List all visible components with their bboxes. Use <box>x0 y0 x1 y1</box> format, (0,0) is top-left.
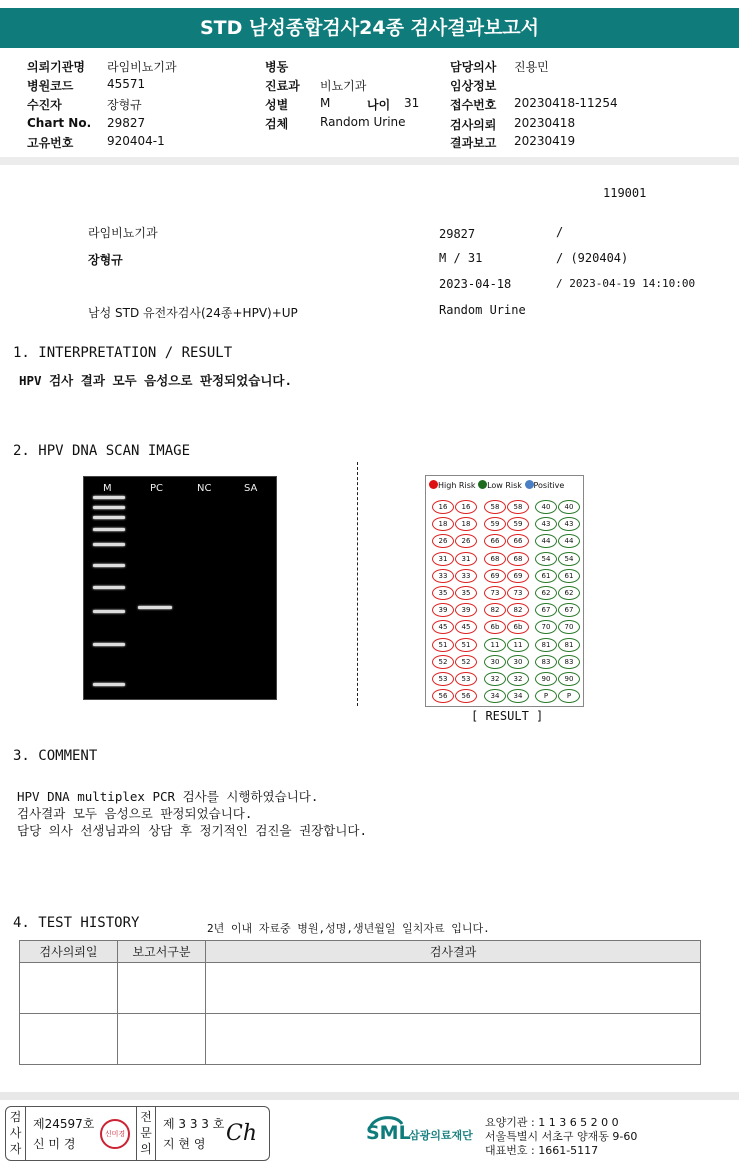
hpv-type-cell: 66 <box>507 534 529 548</box>
clinical-info-label: 임상정보 <box>450 79 497 93</box>
gel-lane-pc: PC <box>150 483 164 494</box>
summary-test-name: 남성 STD 유전자검사(24종+HPV)+UP <box>88 306 298 320</box>
positive-dot <box>525 480 534 489</box>
chart-no-label: Chart No. <box>27 116 92 130</box>
hpv-type-cell: 34 <box>507 689 529 703</box>
hpv-type-cell: 67 <box>558 603 580 617</box>
history-col-date: 검사의뢰일 <box>20 941 118 963</box>
hpv-type-cell: 73 <box>507 586 529 600</box>
ladder-band <box>93 516 125 519</box>
hpv-type-cell: 68 <box>484 552 506 566</box>
ladder-band <box>93 564 125 567</box>
report-date-label: 결과보고 <box>450 136 497 150</box>
confirmer-label: 전문의 <box>136 1107 156 1160</box>
org-address: 서울특별시 서초구 양재동 9-60 <box>485 1130 638 1143</box>
high-risk-dot <box>429 480 438 489</box>
legend-low: Low Risk <box>487 481 522 490</box>
hospital-code-label: 병원코드 <box>27 79 74 93</box>
hpv-type-cell: 56 <box>432 689 454 703</box>
hpv-type-cell: 54 <box>535 552 557 566</box>
hpv-type-cell: 30 <box>484 655 506 669</box>
patient-value: 장형규 <box>107 98 142 112</box>
hpv-type-cell: 59 <box>484 517 506 531</box>
hpv-type-cell: 11 <box>507 638 529 652</box>
doctor-label: 담당의사 <box>450 60 497 74</box>
hpv-type-cell: 45 <box>455 620 477 634</box>
low-risk-dot <box>478 480 487 489</box>
hpv-type-cell: 62 <box>535 586 557 600</box>
hpv-type-cell: 82 <box>484 603 506 617</box>
section2-heading: 2. HPV DNA SCAN IMAGE <box>13 443 191 459</box>
hpv-type-cell: 83 <box>558 655 580 669</box>
comment-line-3: 담당 의사 선생님과의 상담 후 정기적인 검진을 권장합니다. <box>17 823 368 838</box>
hpv-type-cell: 16 <box>432 500 454 514</box>
hpv-type-cell: 35 <box>455 586 477 600</box>
hpv-type-cell: 62 <box>558 586 580 600</box>
hpv-type-cell: 33 <box>432 569 454 583</box>
inspector-name: 신 미 경 <box>33 1137 76 1151</box>
dept-label: 진료과 <box>265 79 300 93</box>
summary-request-date: 2023-04-18 <box>439 277 512 291</box>
inspector-license: 제24597호 <box>33 1117 95 1131</box>
hpv-type-cell: 32 <box>484 672 506 686</box>
image-divider <box>357 462 358 706</box>
report-date-value: 20230419 <box>514 134 576 148</box>
report-title: STD 남성종합검사24종 검사결과보고서 <box>199 17 540 39</box>
ladder-band <box>93 610 125 613</box>
ladder-band <box>93 506 125 509</box>
ladder-band <box>93 528 125 531</box>
receipt-no-label: 접수번호 <box>450 98 497 112</box>
panel-legend <box>429 479 579 492</box>
summary-specimen: Random Urine <box>439 303 526 317</box>
hpv-type-cell: 73 <box>484 586 506 600</box>
receipt-no-value: 20230418-11254 <box>514 96 618 110</box>
hpv-type-cell: 81 <box>535 638 557 652</box>
hpv-type-cell: 44 <box>535 534 557 548</box>
ladder-band <box>93 586 125 589</box>
hpv-type-cell: 40 <box>535 500 557 514</box>
history-header-row <box>20 941 701 963</box>
age-value: 31 <box>404 96 420 110</box>
legend-high: High Risk <box>438 481 476 490</box>
table-row <box>20 1014 701 1065</box>
hpv-type-cell: 56 <box>455 689 477 703</box>
section1-result: HPV 검사 결과 모두 음성으로 판정되었습니다. <box>19 373 293 388</box>
summary-id-no: / (920404) <box>556 251 629 265</box>
specimen-value: Random Urine <box>320 115 406 129</box>
hpv-type-cell: P <box>535 689 557 703</box>
specimen-label: 검체 <box>265 117 289 131</box>
header-divider <box>0 157 739 165</box>
hpv-type-cell: 30 <box>507 655 529 669</box>
panel-caption: [ RESULT ] <box>471 709 544 723</box>
dept-value: 비뇨기과 <box>320 79 367 93</box>
hpv-type-cell: 43 <box>535 517 557 531</box>
comment-line-2: 검사결과 모두 음성으로 판정되었습니다. <box>17 806 253 821</box>
request-date-value: 20230418 <box>514 116 576 130</box>
hpv-type-cell: 70 <box>535 620 557 634</box>
gel-lane-sa: SA <box>244 483 258 494</box>
summary-report-datetime: / 2023-04-19 14:10:00 <box>556 277 696 290</box>
hpv-type-cell: 35 <box>432 586 454 600</box>
sex-label: 성별 <box>265 98 289 112</box>
hpv-type-cell: 90 <box>558 672 580 686</box>
care-no: 요양기관 : 1 1 3 6 5 2 0 0 <box>485 1116 619 1129</box>
ladder-band <box>93 683 125 686</box>
summary-clinic: 라임비뇨기과 <box>88 226 158 240</box>
hpv-type-cell: 18 <box>455 517 477 531</box>
hpv-type-cell: 53 <box>455 672 477 686</box>
hpv-type-cell: 31 <box>432 552 454 566</box>
section3-heading: 3. COMMENT <box>13 748 98 764</box>
hpv-type-cell: 51 <box>432 638 454 652</box>
hpv-type-cell: 52 <box>455 655 477 669</box>
hpv-type-cell: 6b <box>507 620 529 634</box>
age-label: 나이 <box>367 98 391 112</box>
gel-image <box>83 476 277 700</box>
hpv-type-cell: P <box>558 689 580 703</box>
footer-divider <box>0 1092 739 1100</box>
comment-line-1: HPV DNA multiplex PCR 검사를 시행하였습니다. <box>17 789 319 804</box>
hpv-type-cell: 33 <box>455 569 477 583</box>
ward-label: 병동 <box>265 60 289 74</box>
hpv-type-cell: 90 <box>535 672 557 686</box>
ladder-band <box>93 543 125 546</box>
unique-no-value: 920404-1 <box>107 134 165 148</box>
sex-value: M <box>320 96 331 110</box>
hpv-type-cell: 59 <box>507 517 529 531</box>
history-col-result: 검사결과 <box>206 941 701 963</box>
hpv-type-cell: 69 <box>484 569 506 583</box>
history-table <box>19 940 701 1065</box>
hpv-type-cell: 32 <box>507 672 529 686</box>
doctor-value: 진용민 <box>514 60 549 74</box>
hpv-type-cell: 43 <box>558 517 580 531</box>
hpv-type-cell: 45 <box>432 620 454 634</box>
org-name: 삼광의료재단 <box>409 1129 473 1142</box>
ladder-band <box>93 496 125 499</box>
summary-patient: 장형규 <box>88 253 123 267</box>
signature-mark: Ch <box>226 1121 258 1146</box>
inspector-label: 검사자 <box>6 1107 26 1160</box>
org-phone: 대표번호 : 1661-5117 <box>485 1144 599 1157</box>
legend-positive: Positive <box>533 481 565 490</box>
hpv-type-cell: 40 <box>558 500 580 514</box>
ladder-band <box>93 643 125 646</box>
hospital-value: 라임비뇨기과 <box>107 60 177 74</box>
summary-sex-age: M / 31 <box>439 251 483 265</box>
history-col-type: 보고서구분 <box>118 941 206 963</box>
patient-label: 수진자 <box>27 98 62 112</box>
summary-chart-no: 29827 <box>439 227 476 241</box>
org-logo <box>366 1114 492 1150</box>
confirmer-license: 제 3 3 3 호 <box>163 1117 225 1131</box>
hpv-type-cell: 34 <box>484 689 506 703</box>
hpv-type-cell: 58 <box>484 500 506 514</box>
request-date-label: 검사의뢰 <box>450 118 497 132</box>
hpv-type-cell: 68 <box>507 552 529 566</box>
gel-lane-m: M <box>103 483 112 494</box>
signature-box <box>5 1106 270 1161</box>
confirmer-name: 지 현 영 <box>163 1137 206 1151</box>
section4-heading: 4. TEST HISTORY <box>13 915 140 931</box>
hpv-type-cell: 66 <box>484 534 506 548</box>
hpv-type-cell: 81 <box>558 638 580 652</box>
hpv-type-cell: 51 <box>455 638 477 652</box>
history-note: 2년 이내 자료중 병원,성명,생년월일 일치자료 입니다. <box>207 922 490 935</box>
hpv-type-cell: 58 <box>507 500 529 514</box>
hpv-type-cell: 61 <box>558 569 580 583</box>
hpv-type-cell: 52 <box>432 655 454 669</box>
hpv-type-cell: 61 <box>535 569 557 583</box>
hpv-type-cell: 44 <box>558 534 580 548</box>
hpv-type-cell: 69 <box>507 569 529 583</box>
hospital-label: 의뢰기관명 <box>27 60 85 74</box>
hospital-code-value: 45571 <box>107 77 146 91</box>
hpv-type-cell: 16 <box>455 500 477 514</box>
hpv-type-cell: 54 <box>558 552 580 566</box>
seal-icon: 신미경 <box>100 1119 130 1149</box>
table-row <box>20 963 701 1014</box>
hpv-result-panel <box>425 475 584 707</box>
hpv-type-cell: 82 <box>507 603 529 617</box>
chart-no-value: 29827 <box>107 116 146 130</box>
summary-chart-sep: / <box>556 225 564 239</box>
hpv-type-cell: 67 <box>535 603 557 617</box>
unique-no-label: 고유번호 <box>27 136 74 150</box>
report-code: 119001 <box>603 186 647 200</box>
hpv-type-cell: 26 <box>432 534 454 548</box>
logo-text: SML <box>366 1122 411 1144</box>
hpv-type-cell: 39 <box>432 603 454 617</box>
pc-band <box>138 606 172 609</box>
hpv-type-cell: 39 <box>455 603 477 617</box>
hpv-type-cell: 26 <box>455 534 477 548</box>
gel-lane-nc: NC <box>197 483 212 494</box>
hpv-type-cell: 6b <box>484 620 506 634</box>
hpv-type-cell: 11 <box>484 638 506 652</box>
hpv-type-cell: 18 <box>432 517 454 531</box>
hpv-type-cell: 83 <box>535 655 557 669</box>
hpv-type-cell: 31 <box>455 552 477 566</box>
section1-heading: 1. INTERPRETATION / RESULT <box>13 345 233 361</box>
hpv-type-cell: 70 <box>558 620 580 634</box>
hpv-type-cell: 53 <box>432 672 454 686</box>
